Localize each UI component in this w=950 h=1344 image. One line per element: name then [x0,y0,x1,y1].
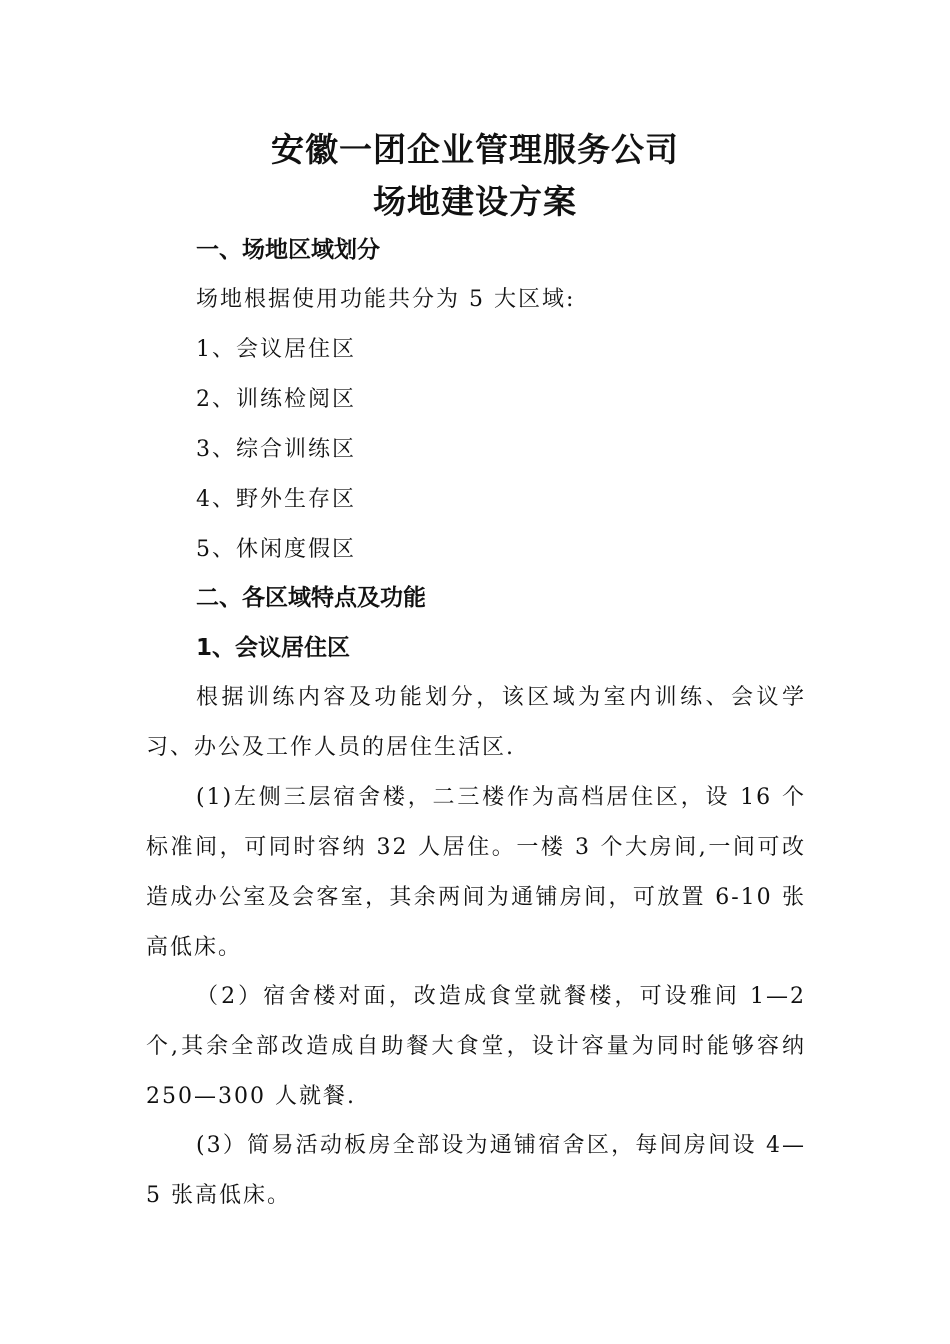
paragraph-dormitory: (1)左侧三层宿舍楼，二三楼作为高档居住区，设 16 个标准间，可同时容纳 32 人居住。一楼 3 个大房间,一间可改造成办公室及会客室，其余两间为通铺房间，可放置 6-10 张高低床。 [146,785,806,960]
paragraph-overview: 根据训练内容及功能划分，该区域为室内训练、会议学习、办公及工作人员的居住生活区. [146,685,806,760]
paragraph-canteen: （2）宿舍楼对面，改造成食堂就餐楼，可设雅间 1—2 个,其余全部改造成自助餐大食堂，设计容量为同时能够容纳 250—300 人就餐. [146,984,806,1109]
subsection-heading: 1、会议居住区 [196,635,351,661]
zone-list-item: 4、野外生存区 [196,487,356,512]
zone-list-item: 5、休闲度假区 [196,537,356,562]
zone-list-item: 1、会议居住区 [196,337,356,362]
section1-heading: 一、场地区域划分 [196,237,380,263]
section2-heading: 二、各区域特点及功能 [196,585,426,611]
zone-list-item: 2、训练检阅区 [196,387,356,412]
section1-intro: 场地根据使用功能共分为 5 大区域: [196,287,576,312]
document-title-line2: 场地建设方案 [373,182,577,221]
zone-list-item: 3、综合训练区 [196,437,356,462]
paragraph-prefab-housing: (3）简易活动板房全部设为通铺宿舍区，每间房间设 4—5 张高低床。 [146,1133,806,1208]
document-title-line1: 安徽一团企业管理服务公司 [271,130,679,169]
